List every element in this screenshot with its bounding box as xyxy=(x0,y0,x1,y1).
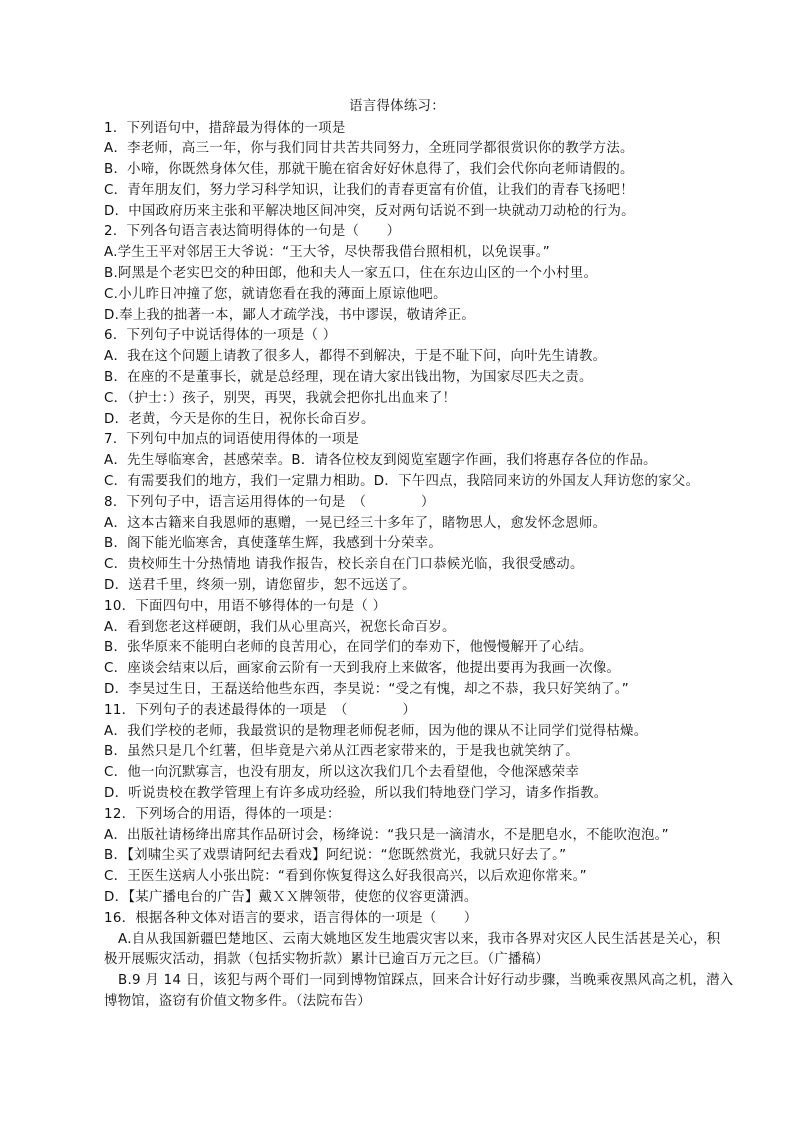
question-stem: 7．下列句中加点的词语使用得体的一项是 xyxy=(104,432,360,448)
question-stem: 10．下面四句中，用语不够得体的一句是（ ） xyxy=(104,598,387,614)
question-stem: 2．下列各句语言表达简明得体的一句是（ ） xyxy=(104,224,401,240)
question-stem: 8．下列句子中，语言运用得体的一句是 （ ） xyxy=(104,494,435,510)
answer-option: C.小儿昨日冲撞了您，就请您看在我的薄面上原谅他吧。 xyxy=(104,286,447,302)
answer-option: D．听说贵校在教学管理上有许多成功经验，所以我们特地登门学习，请多作指教。 xyxy=(104,786,608,801)
answer-option: D．【某广播电台的广告】戴ＸＸ牌领带，使您的仪容更潇洒。 xyxy=(104,889,478,905)
answer-option: B．在座的不是董事长，就是总经理，现在请大家出钱出物，为国家尽匹夫之责。 xyxy=(104,370,593,386)
answer-option: B．虽然只是几个红薯，但毕竟是六弟从江西老家带来的，于是我也就笑纳了。 xyxy=(104,744,579,760)
answer-option: C．有需要我们的地方，我们一定鼎力相助。D．下午四点，我陪同来访的外国友人拜访您的家父。 xyxy=(104,474,700,490)
question-stem: 11．下列句子的表述最得体的一项是 （ ） xyxy=(104,702,417,718)
answer-option: D．中国政府历来主张和平解决地区间冲突，反对两句话说不到一块就动刀动枪的行为。 xyxy=(104,203,635,219)
paragraph-line: B.9 月 14 日，该犯与两个哥们一同到博物馆踩点，回来合计好行动步骤，当晚乘夜黑风高之机，潜入 xyxy=(118,973,734,989)
answer-option: B．小啼，你既然身体欠佳，那就干脆在宿舍好好休息得了，我们会代你向老师请假的。 xyxy=(104,162,634,178)
document-title: 语言得体练习： xyxy=(349,99,445,114)
answer-option: C．（护士：）孩子，别哭，再哭，我就会把你扎出血来了！ xyxy=(104,390,457,406)
answer-option: D．李昊过生日，王磊送给他些东西，李昊说：“受之有愧，却之不恭，我只好笑纳了。” xyxy=(104,682,629,698)
answer-option: A．出版社请杨绛出席其作品研讨会，杨绛说：“我只是一滴清水，不是肥皂水，不能吹泡泡。” xyxy=(104,827,669,843)
answer-option: C．他一向沉默寡言，也没有朋友，所以这次我们几个去看望他，令他深感荣幸 xyxy=(104,765,580,781)
answer-option: A．李老师，高三一年，你与我们同甘共苦共同努力，全班同学都很赏识你的教学方法。 xyxy=(104,141,634,157)
answer-option: C．青年朋友们，努力学习科学知识，让我们的青春更富有价值，让我们的青春飞扬吧！ xyxy=(104,182,634,198)
answer-option: B．阁下能光临寒舍，真使蓬荜生辉，我感到十分荣幸。 xyxy=(104,536,443,552)
answer-option: D．送君千里，终须一别，请您留步，恕不远送了。 xyxy=(104,578,416,594)
answer-option: A．先生辱临寒舍，甚感荣幸。B．请各位校友到阅览室题字作画，我们将惠存各位的作品。 xyxy=(104,453,657,469)
answer-option: C．贵校师生十分热情地 请我作报告，校长亲自在门口恭候光临，我很受感动。 xyxy=(104,557,584,573)
question-stem: 6．下列句子中说话得体的一项是（ ） xyxy=(104,328,337,344)
answer-option: A．这本古籍来自我恩师的惠赠，一晃已经三十多年了，睹物思人，愈发怀念恩师。 xyxy=(104,515,607,531)
question-stem: 16．根据各种文体对语言的要求，语言得体的一项是（ ） xyxy=(104,910,478,926)
answer-option: A．我在这个问题上请教了很多人，都得不到解决，于是不耻下问，向叶先生请教。 xyxy=(104,349,607,365)
answer-option: A．我们学校的老师，我最赏识的是物理老师倪老师，因为他的课从不让同学们觉得枯燥。 xyxy=(104,723,648,739)
answer-option: B．张华原来不能明白老师的良苦用心，在同学们的奉劝下，他慢慢解开了心结。 xyxy=(104,640,593,656)
question-stem: 12．下列场合的用语，得体的一项是： xyxy=(104,806,341,822)
answer-option: C．座谈会结束以后，画家俞云阶有一天到我府上来做客，他提出要再为我画一次像。 xyxy=(104,661,621,677)
document-body xyxy=(0,119,794,1013)
answer-option: A.学生王平对邻居王大爷说：“王大爷，尽快帮我借台照相机，以免误事。” xyxy=(104,245,550,261)
answer-option: A．看到您老这样硬朗，我们从心里高兴，祝您长命百岁。 xyxy=(104,619,456,635)
answer-option: B．【刘啸尘买了戏票请阿纪去看戏】阿纪说：“您既然赏光，我就只好去了。” xyxy=(104,848,567,864)
answer-option: D.奉上我的拙著一本，鄙人才疏学浅，书中谬误，敬请斧正。 xyxy=(104,307,476,323)
answer-option: C．王医生送病人小张出院：“看到你恢复得这么好我很高兴，以后欢迎你常来。” xyxy=(104,869,587,885)
paragraph-continuation: 博物馆，盗窃有价值文物多件。（法院布告） xyxy=(104,993,372,1009)
answer-option: B.阿黑是个老实巴交的种田郎，他和夫人一家五口，住在东边山区的一个小村里。 xyxy=(104,266,598,282)
answer-option: D．老黄，今天是你的生日，祝你长命百岁。 xyxy=(104,411,375,427)
paragraph-continuation: 极开展赈灾活动，捐款（包括实物折款）累计已逾百万元之巨。（广播稿） xyxy=(104,952,550,968)
paragraph-line: A.自从我国新疆巴楚地区、云南大姚地区发生地震灾害以来，我市各界对灾区人民生活甚是关心，积 xyxy=(118,931,721,947)
question-stem: 1．下列语句中，措辞最为得体的一项是 xyxy=(104,120,346,136)
